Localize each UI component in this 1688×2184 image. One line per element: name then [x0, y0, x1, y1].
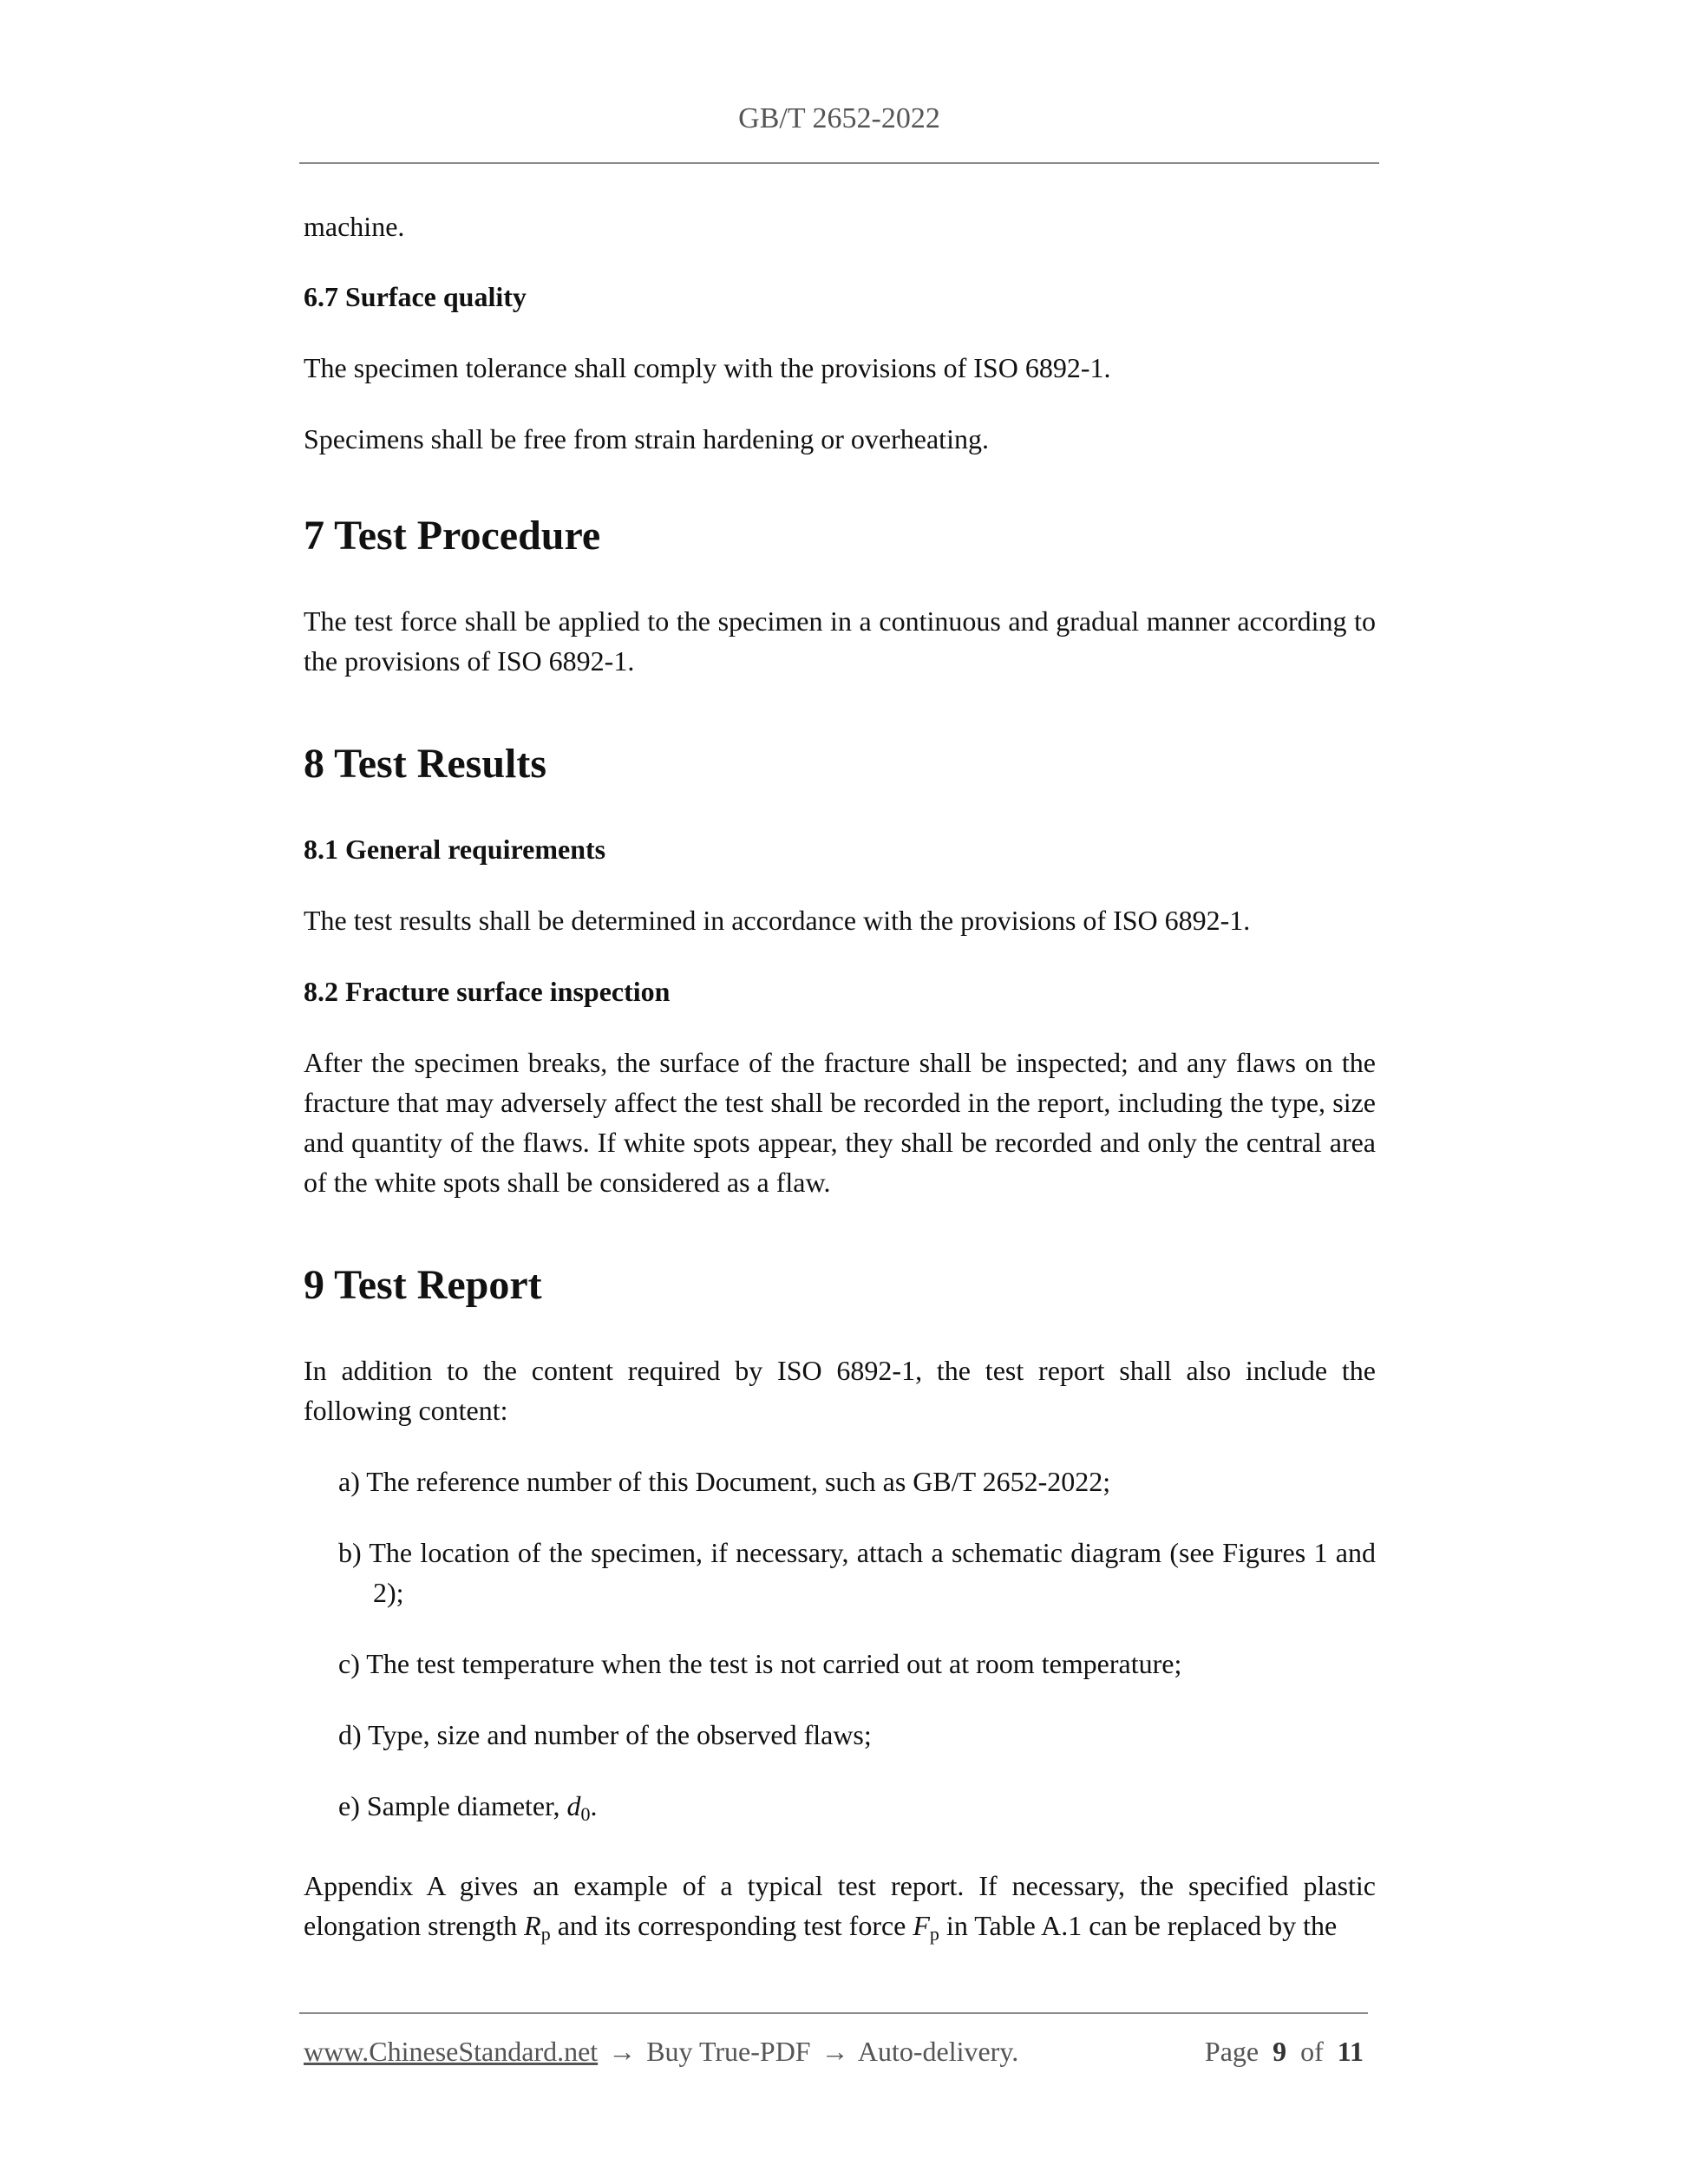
website-link[interactable]: www.ChineseStandard.net — [304, 2036, 599, 2067]
section-7-paragraph: The test force shall be applied to the specimen in a continuous and gradual manner according to the provisions of ISO 6892-1. — [304, 605, 1376, 677]
section-8-1-paragraph: The test results shall be determined in accordance with the provisions of ISO 6892-1. — [304, 905, 1251, 936]
auto-delivery-text: Auto-delivery. — [857, 2036, 1019, 2067]
arrow-right-icon: → — [821, 2036, 849, 2067]
current-page: 9 — [1273, 2036, 1287, 2067]
section-9-closing-paragraph: Appendix A gives an example of a typical test report. If necessary, the specified plastic elongation strength $R_p$ and its corresponding test force $F_p$ in Table A.1 can be replaced by the — [304, 1870, 1376, 1945]
buy-pdf-text: Buy True-PDF — [646, 2036, 811, 2067]
section-8-heading: 8 Test Results — [304, 741, 547, 787]
diameter-variable: d — [566, 1790, 581, 1821]
total-pages: 11 — [1337, 2036, 1364, 2067]
section-9-intro: In addition to the content required by ISO 6892-1, the test report shall also include the following content: — [304, 1355, 1376, 1426]
page-header-title: GB/T 2652-2022 — [738, 102, 940, 134]
list-item: d) Type, size and number of the observed flaws; — [338, 1719, 872, 1750]
page-number: Page 9 of 11 — [1204, 2036, 1364, 2067]
header-divider — [299, 162, 1379, 164]
section-6-7-paragraph-1: The specimen tolerance shall comply with the provisions of ISO 6892-1. — [304, 352, 1111, 383]
list-item: a) The reference number of this Document, such as GB/T 2652-2022; — [338, 1466, 1111, 1497]
list-item: b) The location of the specimen, if necessary, attach a schematic diagram (see Figures 1 and 2); — [338, 1537, 1376, 1608]
list-item: c) The test temperature when the test is not carried out at room temperature; — [338, 1648, 1182, 1679]
section-6-7-heading: 6.7 Surface quality — [304, 281, 527, 312]
section-9-heading: 9 Test Report — [304, 1262, 542, 1308]
document-body — [304, 206, 1376, 1954]
footer-divider — [299, 2012, 1368, 2014]
list-item: e) Sample diameter, $d_0$. — [338, 1790, 598, 1825]
arrow-right-icon: → — [608, 2036, 637, 2067]
section-8-2-heading: 8.2 Fracture surface inspection — [304, 976, 671, 1007]
continuation-text: machine. — [304, 211, 405, 242]
section-7-heading: 7 Test Procedure — [304, 513, 601, 559]
section-8-2-paragraph: After the specimen breaks, the surface of the fracture shall be inspected; and any flaws on the fracture that may adversely affect the test shall be recorded in the report, including the type, size and quantity of the flaws. If white spots appear, they shall be recorded and only the central area of the white spots shall be considered as a flaw. — [304, 1047, 1376, 1198]
section-6-7-paragraph-2: Specimens shall be free from strain hardening or overheating. — [304, 423, 989, 454]
section-8-1-heading: 8.1 General requirements — [304, 834, 606, 865]
